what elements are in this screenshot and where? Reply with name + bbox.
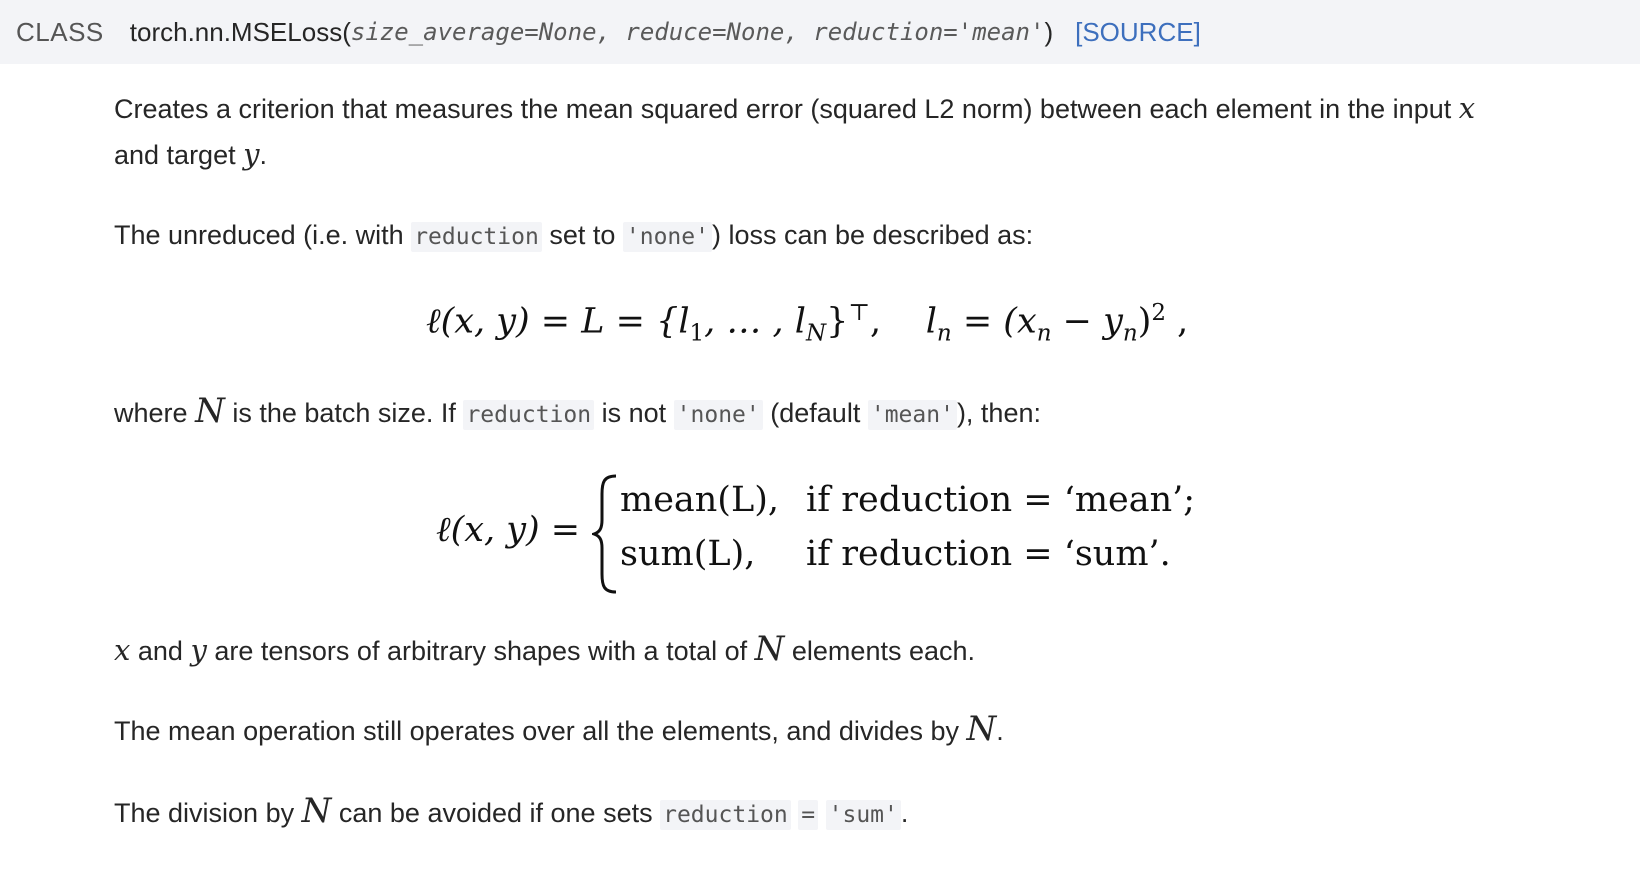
f1-minus: − y xyxy=(1051,301,1123,342)
division-mid: can be avoided if one sets xyxy=(338,798,653,828)
intro-text-2: and target xyxy=(114,140,236,170)
var-n: N xyxy=(301,791,332,831)
f1-sub-n: N xyxy=(805,320,827,347)
var-x: x xyxy=(114,633,131,667)
f1-square: 2 xyxy=(1151,300,1167,326)
var-y: y xyxy=(243,137,260,171)
mean-pre: The mean operation still operates over all the elements, and divides by xyxy=(114,716,959,746)
f1-ln: l xyxy=(925,301,937,342)
code-none: 'none' xyxy=(623,222,712,252)
var-x: x xyxy=(1458,91,1476,125)
f1-ln-sub: n xyxy=(936,320,952,347)
source-link[interactable]: [SOURCE] xyxy=(1075,16,1201,47)
f1-dots: , … , l xyxy=(704,301,806,342)
code-reduction: reduction xyxy=(411,222,542,252)
shapes-line xyxy=(114,626,975,674)
var-y: y xyxy=(190,633,207,667)
shapes-and: and xyxy=(137,636,183,666)
var-n: N xyxy=(195,391,225,431)
unreduced-line xyxy=(114,212,1033,260)
case-row-mean xyxy=(620,480,779,520)
case-row-mean-cond xyxy=(806,480,1195,520)
unreduced-mid: set to xyxy=(549,220,616,250)
unreduced-pre: The unreduced (i.e. with xyxy=(114,220,404,250)
intro-text-1: Creates a criterion that measures the mean squared error (squared L2 norm) between each element in the input xyxy=(114,94,1452,124)
where-mid3: (default xyxy=(770,398,861,428)
code-sum: 'sum' xyxy=(826,800,901,830)
f1-lhs: ℓ(x, y) = L = {l xyxy=(426,301,690,342)
f1-comma: , xyxy=(870,301,882,342)
where-pre: where xyxy=(114,398,188,428)
class-label: CLASS xyxy=(16,16,104,47)
intro-line-2 xyxy=(114,131,267,178)
class-name: torch.nn.MSELoss xyxy=(129,16,343,47)
mean-period: . xyxy=(996,716,1004,746)
case-sum-cond: if reduction = ‘sum’. xyxy=(806,534,1171,574)
shapes-post: elements each. xyxy=(791,636,976,666)
f1-close2: ) xyxy=(1137,301,1152,342)
division-line xyxy=(114,788,908,838)
code-none: 'none' xyxy=(674,400,763,430)
case-sum-expr: sum(L), xyxy=(620,534,756,574)
where-mid1: is the batch size. If xyxy=(232,398,456,428)
code-equals: = xyxy=(798,800,818,830)
case-mean-expr: mean(L), xyxy=(620,480,779,520)
close-paren: ) xyxy=(1044,16,1054,47)
division-pre: The division by xyxy=(114,798,295,828)
f1-transpose: ⊤ xyxy=(848,300,871,326)
code-reduction: reduction xyxy=(660,800,791,830)
intro-line-1 xyxy=(114,85,1475,132)
left-brace-icon xyxy=(592,472,620,596)
f2-lhs-text: ℓ(x, y) = xyxy=(436,510,581,550)
code-reduction: reduction xyxy=(463,400,594,430)
open-paren: ( xyxy=(342,16,351,47)
formula-unreduced xyxy=(426,300,1188,347)
var-n: N xyxy=(966,709,997,749)
f2-lhs xyxy=(436,510,580,550)
where-mid2: is not xyxy=(601,398,667,428)
division-period: . xyxy=(900,798,909,828)
case-mean-cond: if reduction = ‘mean’; xyxy=(806,480,1196,520)
signature-bar xyxy=(0,0,1640,64)
code-mean: 'mean' xyxy=(868,400,957,430)
intro-period: . xyxy=(259,140,268,170)
shapes-mid: are tensors of arbitrary shapes with a total of xyxy=(214,636,748,666)
case-row-sum-cond xyxy=(806,534,1171,574)
f1-sub-1: 1 xyxy=(689,320,705,347)
where-line xyxy=(114,388,1041,438)
formula-reduced xyxy=(436,472,1196,612)
f1-eq: = (x xyxy=(951,301,1037,342)
f1-yn-sub: n xyxy=(1122,320,1138,347)
unreduced-post: ) loss can be described as: xyxy=(711,220,1034,250)
f1-close: } xyxy=(826,301,849,342)
signature-args: size_average=None, reduce=None, reduction='mean' xyxy=(350,18,1045,46)
f1-xn-sub: n xyxy=(1036,320,1052,347)
mean-line xyxy=(114,706,1004,754)
f1-end: , xyxy=(1166,301,1189,342)
where-post: ), then: xyxy=(956,398,1041,428)
case-row-sum xyxy=(620,534,755,574)
var-n: N xyxy=(754,629,785,669)
